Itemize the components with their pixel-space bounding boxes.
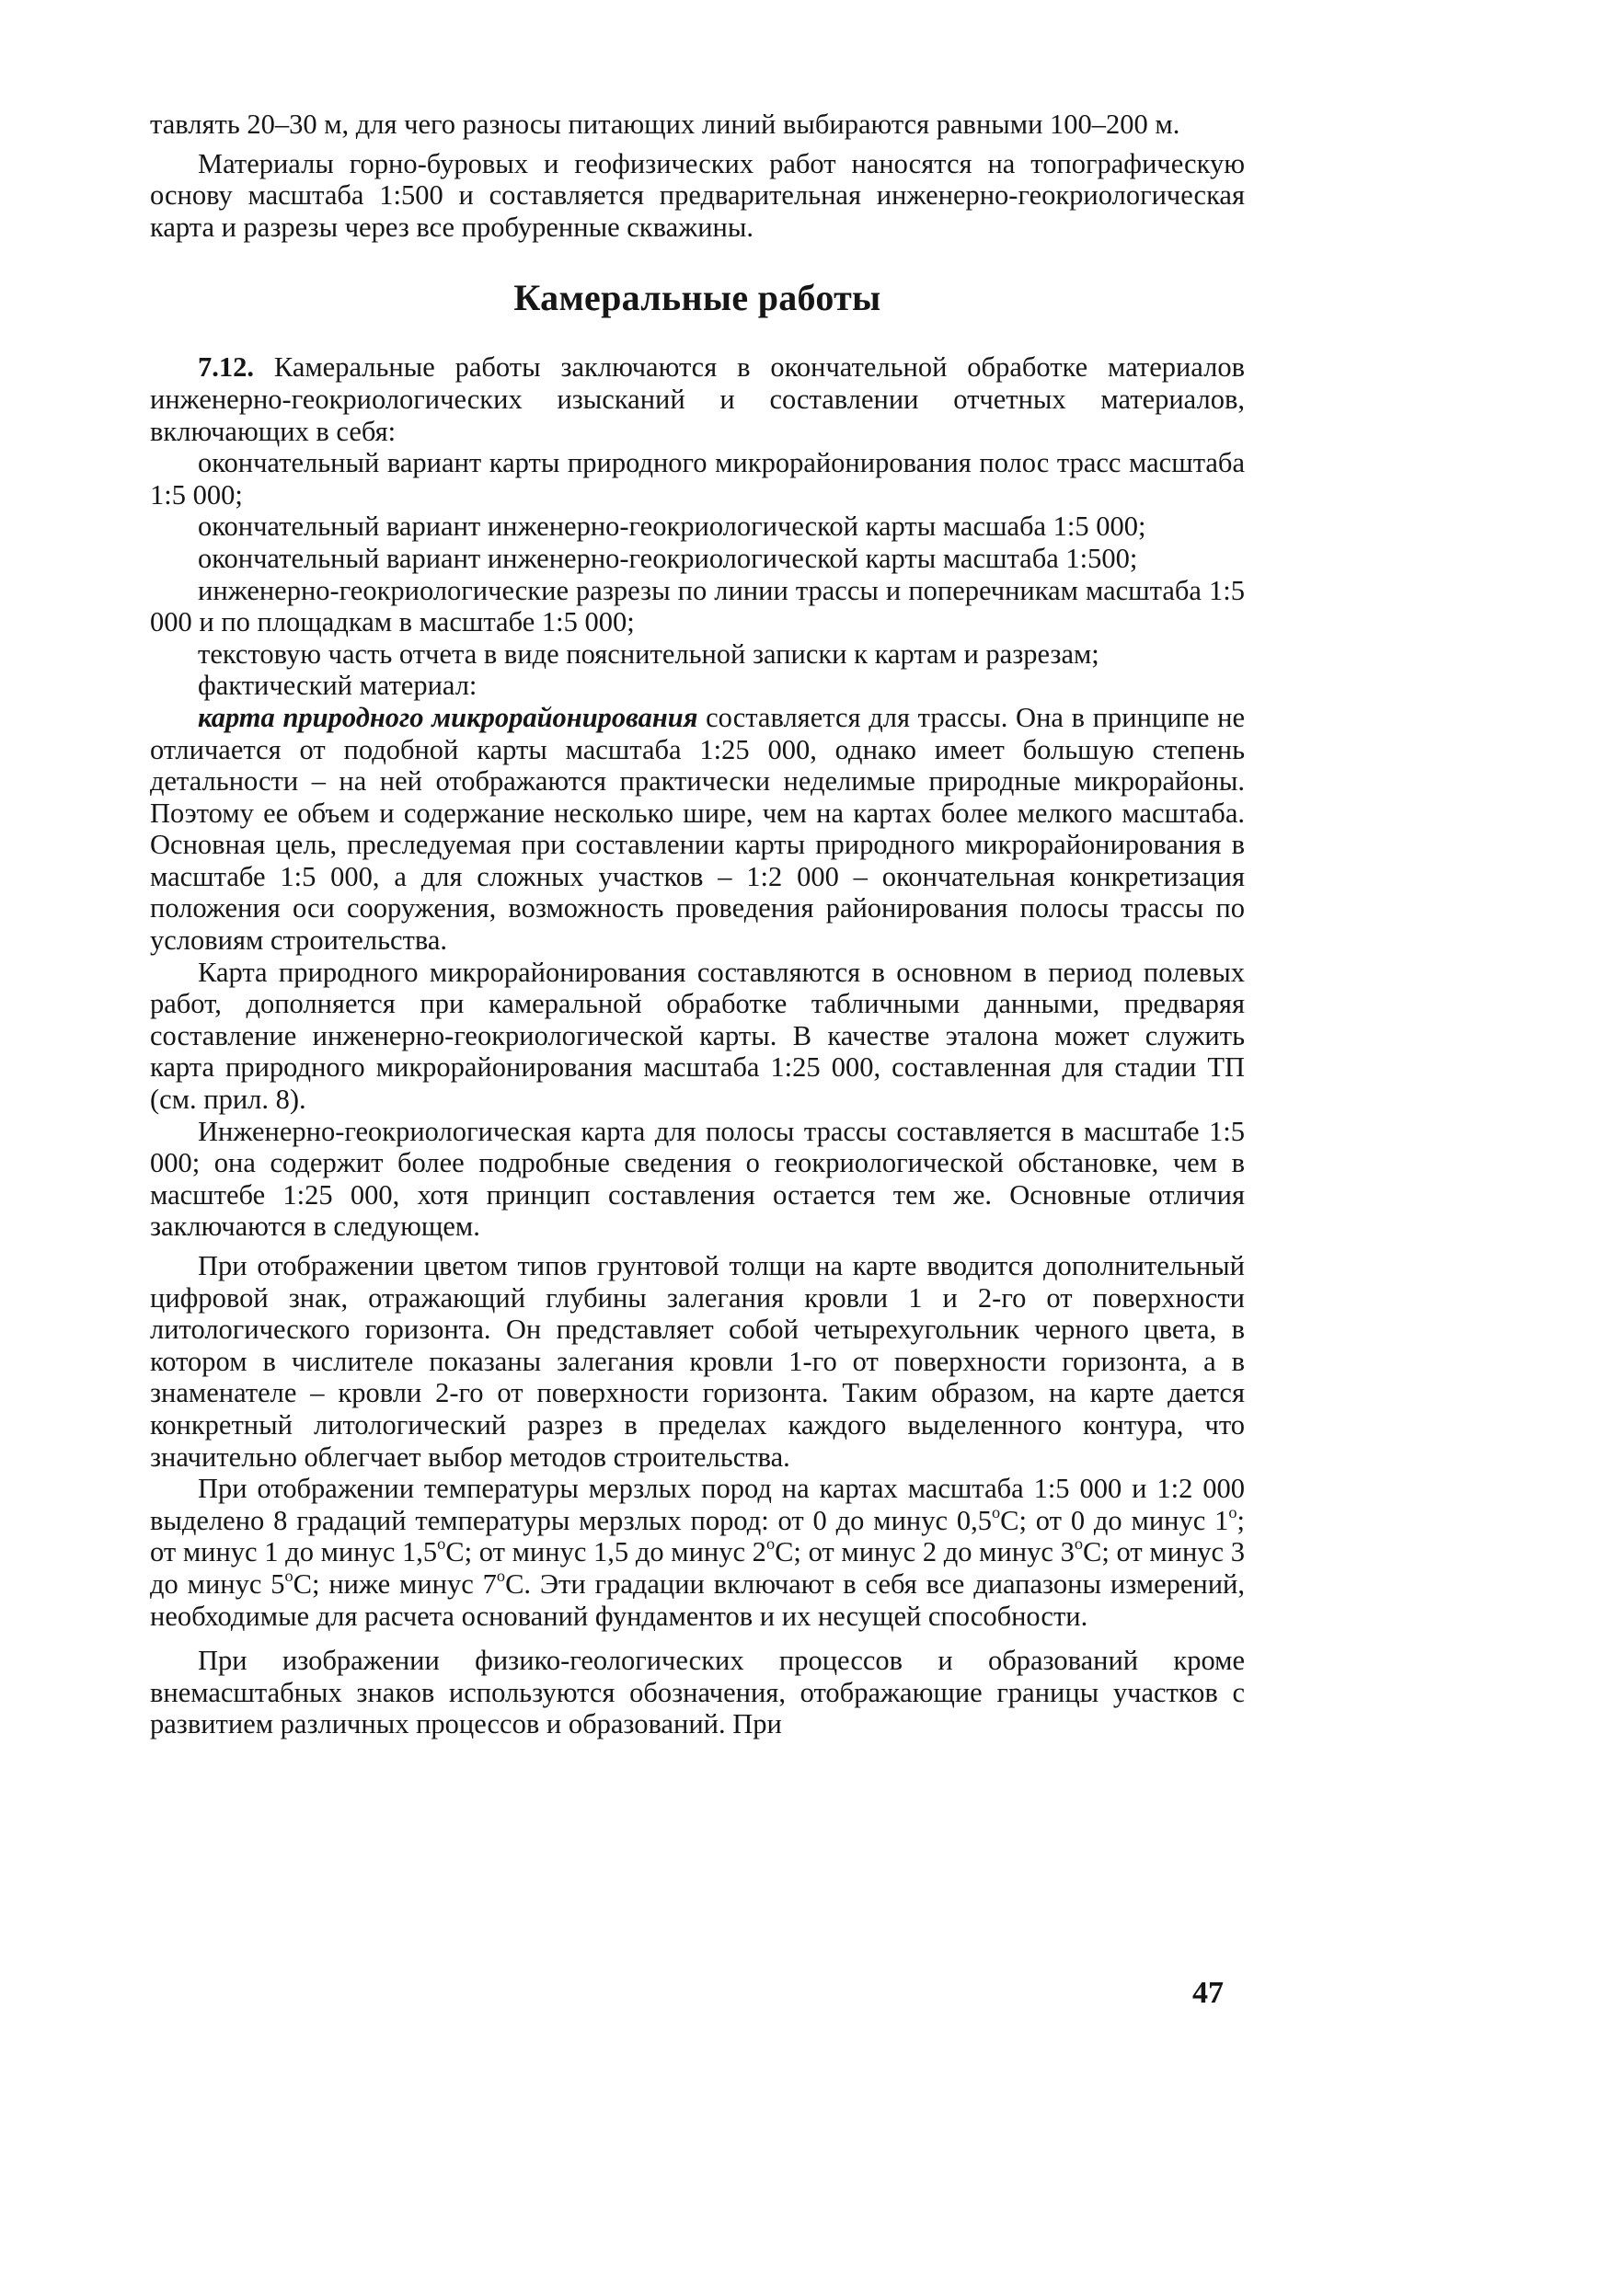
temperature-text-d: С; от минус 1,5 до минус 2: [445, 1536, 766, 1568]
degree-sign: о: [1074, 1534, 1083, 1554]
temperature-text-a: При отображении температуры мерзлых пород на картах масштаба 1:5 000 и 1:2 000 выделено 8 градаций температуры мерзлых пород: от 0 до минус 0,5: [150, 1473, 1245, 1536]
list-item: текстовую часть отчета в виде пояснительной записки к картам и разрезам;: [198, 637, 1099, 670]
paragraph-engineering-map: Инженерно-геокриологическая карта для полосы трассы составляется в масштабе 1:5 000; она содержит более подробные сведения о геокриологической обстановке, чем в масштебе 1:25 000, хотя принцип составления остается тем же. Основные отличия заключаются в следующем.: [150, 1115, 1245, 1243]
degree-sign: о: [284, 1567, 293, 1586]
temperature-text-f: С; от минус 3 до минус 5: [150, 1536, 1245, 1600]
temperature-text-c: ; от минус 1 до минус 1,5: [150, 1504, 1245, 1568]
temperature-text-g: С; ниже минус 7: [293, 1567, 497, 1600]
temperature-text-e: С; от минус 2 до минус 3: [775, 1536, 1075, 1568]
section-7-12-text: Камеральные работы заключаются в окончательной обработке материалов инженерно-геокриологических изысканий и составлении отчетных материалов, включающих в себя:: [150, 351, 1245, 447]
page-number: 47: [1192, 1976, 1224, 2010]
degree-sign: о: [437, 1534, 446, 1554]
list-item: инженерно-геокриологические разрезы по линии трассы и поперечникам масштаба 1:5 000 и по площадкам в масштабе 1:5 000;: [150, 574, 1245, 638]
term-microzoning-map: карта природного микрорайонирования: [198, 701, 698, 733]
paragraph-intro-continuation: тавлять 20–30 м, для чего разносы питающих линий выбираются равными 100–200 м.: [150, 109, 1180, 140]
section-number: 7.12.: [198, 351, 254, 384]
list-item: окончательный вариант инженерно-геокриологической карты масштаба 1:500;: [198, 542, 1138, 574]
degree-sign: о: [991, 1502, 1001, 1521]
paragraph-microzoning-map-2: Карта природного микрорайонирования составляются в основном в период полевых работ, дополняется при камеральной обработке табличными данными, предваряя составление инженерно-геокриологической карты. В качестве эталона может служить карта природного микрорайонирования масштаба 1:25 000, составленная для стадии ТП (см. прил. 8).: [150, 956, 1245, 1116]
list-item: фактический материал:: [198, 670, 477, 702]
list-item: окончательный вариант карты природного микрорайонирования полос трасс масштаба 1:5 000;: [150, 447, 1245, 511]
paragraph-microzoning-map: [150, 702, 1245, 957]
paragraph-color-display: При отображении цветом типов грунтовой толщи на карте вводится дополнительный цифровой знак, отражающий глубины залегания кровли 1 и 2-го от поверхности литологического горизонта. Он представляет собой четырехугольник черного цвета, в котором в числителе показаны залегания кровли 1-го от поверхности горизонта, а в знаменателе – кровли 2-го от поверхности горизонта. Таким образом, на карте дается конкретный литологический разрез в пределах каждого выделенного контура, что значительно облегчает выбор методов строительства.: [150, 1250, 1245, 1473]
temperature-text-b: С; от 0 до минус 1: [1000, 1504, 1229, 1536]
temperature-text-h: С. Эти градации включают в себя все диапазоны измерений, необходимые для расчета оснований фундаментов и их несущей способности.: [150, 1567, 1245, 1632]
paragraph-7-12: [150, 351, 1245, 447]
degree-sign: о: [765, 1534, 776, 1554]
degree-sign: о: [496, 1567, 506, 1586]
paragraph-materials: Материалы горно-буровых и геофизических работ наносятся на топографическую основу масштаба 1:500 и составляется предварительная инженерно-геокриологическая карта и разрезы через все пробуренные скважины.: [150, 147, 1245, 243]
list-item: окончательный вариант инженерно-геокриологической карты масшаба 1:5 000;: [198, 511, 1146, 543]
paragraph-physgeo-processes: При изображении физико-геологических процессов и образований кроме внемасштабных знаков используются обозначения, отображающие границы участков с развитием различных процессов и образований. При: [150, 1645, 1245, 1740]
degree-sign: о: [1228, 1502, 1237, 1521]
section-heading: Камеральные работы: [513, 277, 881, 319]
paragraph-microzoning-map-text: составляется для трассы. Она в принципе не отличается от подобной карты масштаба 1:25 000, однако имеет большую степень детальности – на ней отображаются практически неделимые природные микрорайоны. Поэтому ее объем и содержание несколько шире, чем на картах более мелкого масштаба. Основная цель, преследуемая при составлении карты природного микрорайонирования в масштабе 1:5 000, а для сложных участков – 1:2 000 – окончательная конкретизация положения оси сооружения, возможность проведения районирования полосы трассы по условиям строительства.: [150, 701, 1245, 957]
page-text-block: [150, 109, 1245, 1740]
paragraph-temperature: [150, 1473, 1245, 1632]
